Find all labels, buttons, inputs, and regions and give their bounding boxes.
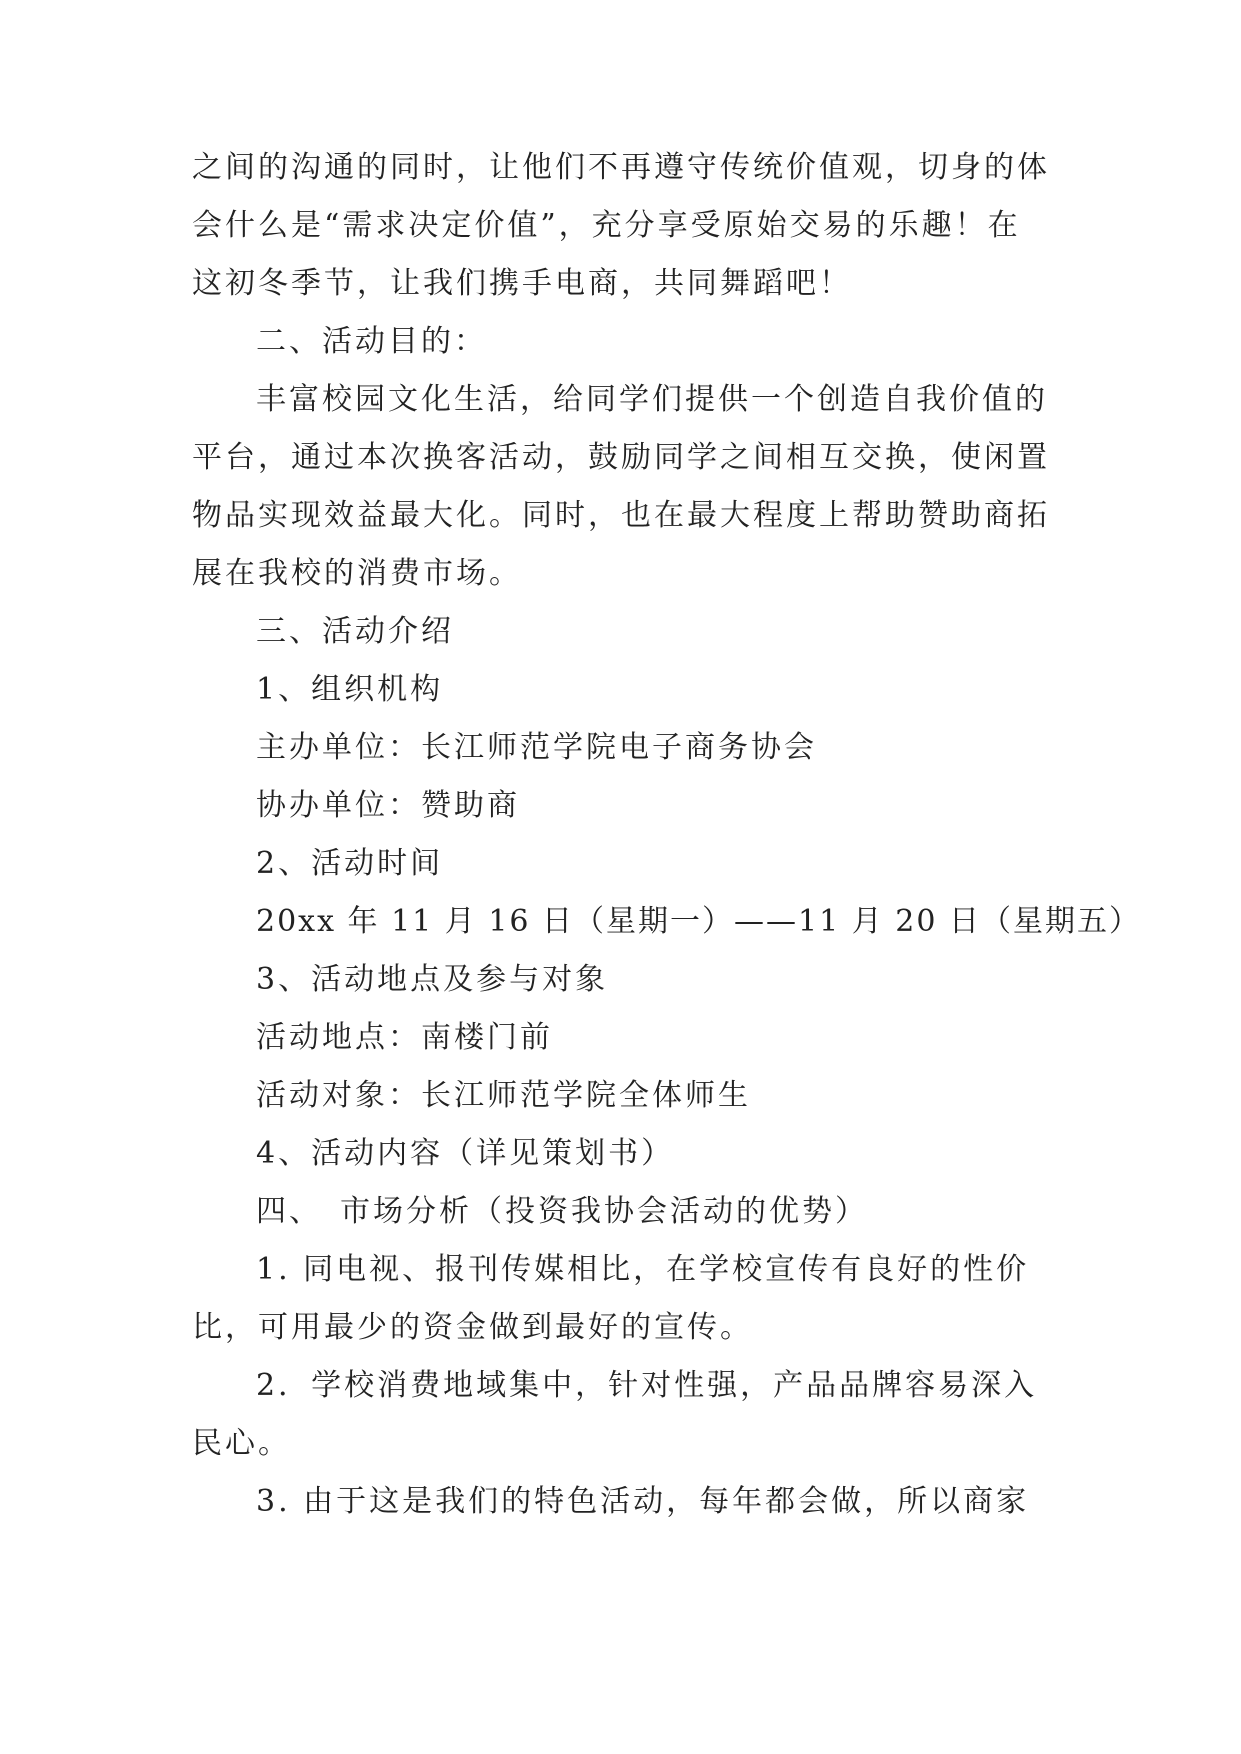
text-line: 会什么是“需求决定价值”，充分享受原始交易的乐趣！在 xyxy=(192,208,1021,243)
text-line: 展在我校的消费市场。 xyxy=(192,556,522,591)
text-line: 物品实现效益最大化。同时，也在最大程度上帮助赞助商拓 xyxy=(192,498,1050,533)
section-heading: 二、活动目的： xyxy=(256,324,487,359)
text-line: 1. 同电视、报刊传媒相比，在学校宣传有良好的性价 xyxy=(256,1252,1030,1287)
text-line: 主办单位：长江师范学院电子商务协会 xyxy=(256,730,817,765)
text-line: 20xx 年 11 月 16 日（星期一）——11 月 20 日（星期五） xyxy=(256,904,1141,939)
section-heading: 三、活动介绍 xyxy=(256,614,454,649)
text-line: 活动地点：南楼门前 xyxy=(256,1020,553,1055)
text-line: 比，可用最少的资金做到最好的宣传。 xyxy=(192,1310,753,1345)
subsection-heading: 3、活动地点及参与对象 xyxy=(256,962,609,997)
text-line: 平台，通过本次换客活动，鼓励同学之间相互交换，使闲置 xyxy=(192,440,1050,475)
text-line: 民心。 xyxy=(192,1426,291,1461)
text-line: 之间的沟通的同时，让他们不再遵守传统价值观，切身的体 xyxy=(192,150,1050,185)
text-line: 这初冬季节，让我们携手电商，共同舞蹈吧！ xyxy=(192,266,852,301)
subsection-heading: 1、组织机构 xyxy=(256,672,444,707)
text-line: 3. 由于这是我们的特色活动，每年都会做，所以商家 xyxy=(256,1484,1030,1519)
subsection-heading: 4、活动内容（详见策划书） xyxy=(256,1136,675,1171)
text-line: 协办单位：赞助商 xyxy=(256,788,520,823)
section-heading: 四、 市场分析（投资我协会活动的优势） xyxy=(256,1194,868,1229)
subsection-heading: 2、活动时间 xyxy=(256,846,444,881)
text-line: 2．学校消费地域集中，针对性强，产品品牌容易深入 xyxy=(256,1368,1038,1403)
text-line: 活动对象：长江师范学院全体师生 xyxy=(256,1078,751,1113)
text-line: 丰富校园文化生活，给同学们提供一个创造自我价值的 xyxy=(256,382,1048,417)
